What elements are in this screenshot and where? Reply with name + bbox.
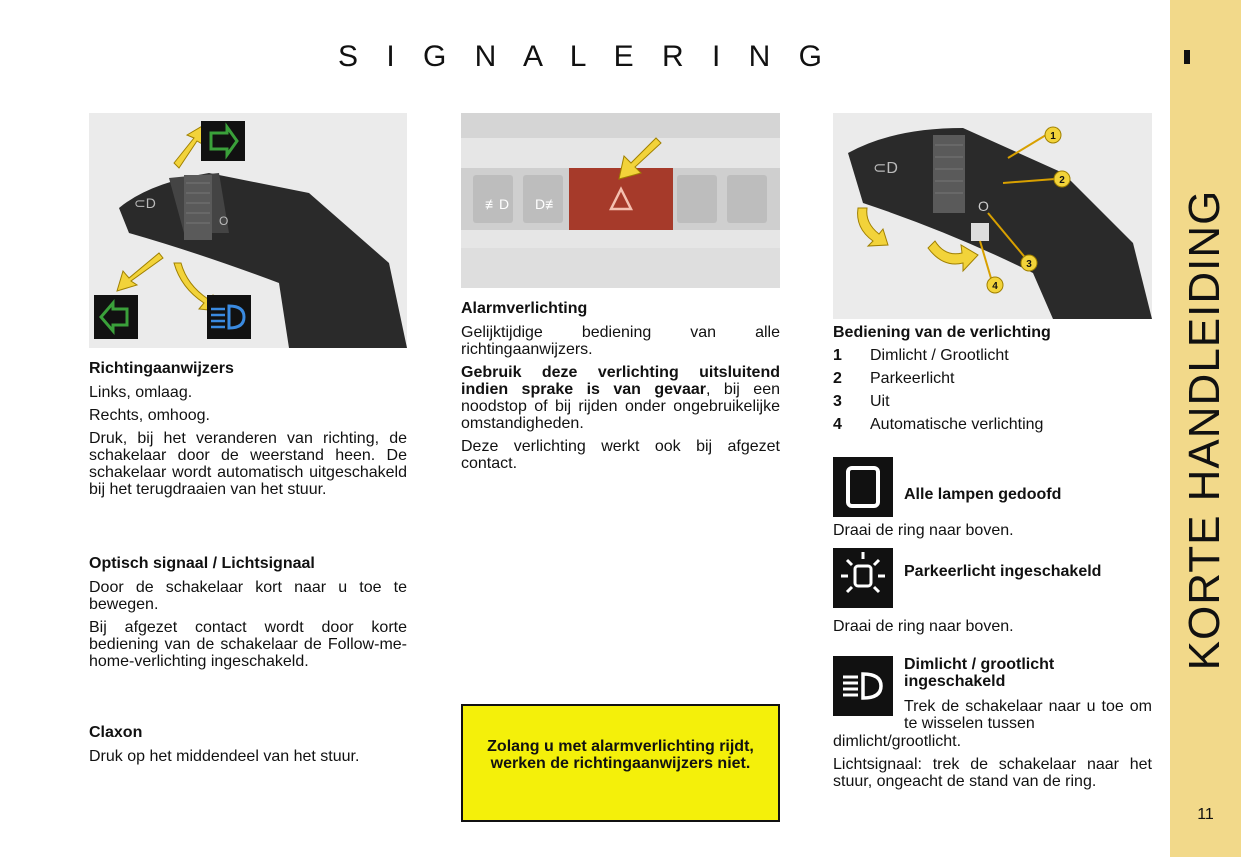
lights-off-text: Draai de ring naar boven.	[833, 522, 1014, 539]
headlamp-title: Dimlicht / grootlicht ingeschakeld	[904, 656, 1055, 690]
section-title-headlamp-flash: Optisch signaal / Lichtsignaal	[89, 555, 315, 572]
list-item: 2 Parkeerlicht	[833, 370, 955, 387]
lighting-stalk-photo	[833, 113, 1152, 319]
svg-text:O: O	[978, 198, 989, 214]
svg-text:D≢: D≢	[535, 196, 560, 212]
hazard-ignition-text: Deze verlichting werkt ook bij afgezet contact.	[461, 438, 780, 472]
section-title-hazard: Alarmverlichting	[461, 300, 588, 317]
parking-light-icon	[833, 548, 893, 608]
svg-text:≢D: ≢D	[485, 196, 510, 212]
section-title-indicators: Richtingaanwijzers	[89, 360, 234, 377]
page-title: S I G N A L E R I N G	[338, 40, 832, 73]
list-item: 4 Automatische verlichting	[833, 416, 1044, 433]
svg-text:3: 3	[1026, 259, 1032, 270]
list-item: 3 Uit	[833, 393, 890, 410]
hazard-usage-rest: , bij een noodstop of bij rijden onder ongebruikelijke omstandigheden.	[461, 381, 780, 432]
headlamp-flash-text: Door de schakelaar kort naar u toe te bewegen.	[89, 579, 407, 613]
headlamp-text-2: dimlicht/grootlicht.	[833, 733, 962, 750]
headlamp-icon	[833, 656, 893, 716]
hazard-usage-text	[461, 364, 780, 432]
follow-me-home-text: Bij afgezet contact wordt door korte bediening van de schakelaar de Follow-me-home-verlichting ingeschakeld.	[89, 619, 407, 670]
parking-light-title: Parkeerlicht ingeschakeld	[904, 563, 1102, 580]
lights-off-title: Alle lampen gedoofd	[904, 486, 1062, 503]
svg-text:O: O	[219, 214, 229, 228]
svg-text:2: 2	[1059, 175, 1065, 186]
indicators-right-text: Rechts, omhoog.	[89, 407, 210, 424]
page-number: 11	[1197, 806, 1214, 823]
warning-text: Zolang u met alarmverlichting rijdt, werken de richtingaanwijzers niet.	[487, 738, 754, 772]
headlamp-text-1: Trek de schakelaar naar u toe om te wisselen tussen	[904, 698, 1152, 732]
section-title-horn: Claxon	[89, 724, 143, 741]
svg-text:⊂D: ⊂D	[134, 195, 156, 211]
chapter-title: KORTE HANDLEIDING	[1180, 189, 1229, 671]
svg-text:⊂D: ⊂D	[873, 160, 898, 177]
lights-off-icon	[833, 457, 893, 517]
parking-light-text: Draai de ring naar boven.	[833, 618, 1014, 635]
hazard-usage-bold: Gebruik deze verlichting uitsluitend indien sprake is van gevaar	[461, 364, 780, 398]
hazard-text: Gelijktijdige bediening van alle richtingaanwijzers.	[461, 324, 780, 358]
section-title-lighting: Bediening van de verlichting	[833, 324, 1051, 341]
svg-text:4: 4	[992, 281, 998, 292]
chapter-mark	[1184, 50, 1190, 64]
flash-signal-text: Lichtsignaal: trek de schakelaar naar het stuur, ongeacht de stand van de ring.	[833, 756, 1152, 790]
svg-text:1: 1	[1050, 131, 1056, 142]
indicators-left-text: Links, omlaag.	[89, 384, 193, 401]
warning-box	[461, 704, 780, 822]
indicators-description: Druk, bij het veranderen van richting, de schakelaar door de weerstand heen. De schakelaar wordt automatisch uitgeschakeld bij het terugdraaien van het stuur.	[89, 430, 407, 498]
indicator-stalk-photo	[89, 113, 407, 348]
horn-text: Druk op het middendeel van het stuur.	[89, 748, 360, 765]
list-item: 1 Dimlicht / Grootlicht	[833, 347, 1009, 364]
hazard-switch-photo	[461, 113, 780, 288]
